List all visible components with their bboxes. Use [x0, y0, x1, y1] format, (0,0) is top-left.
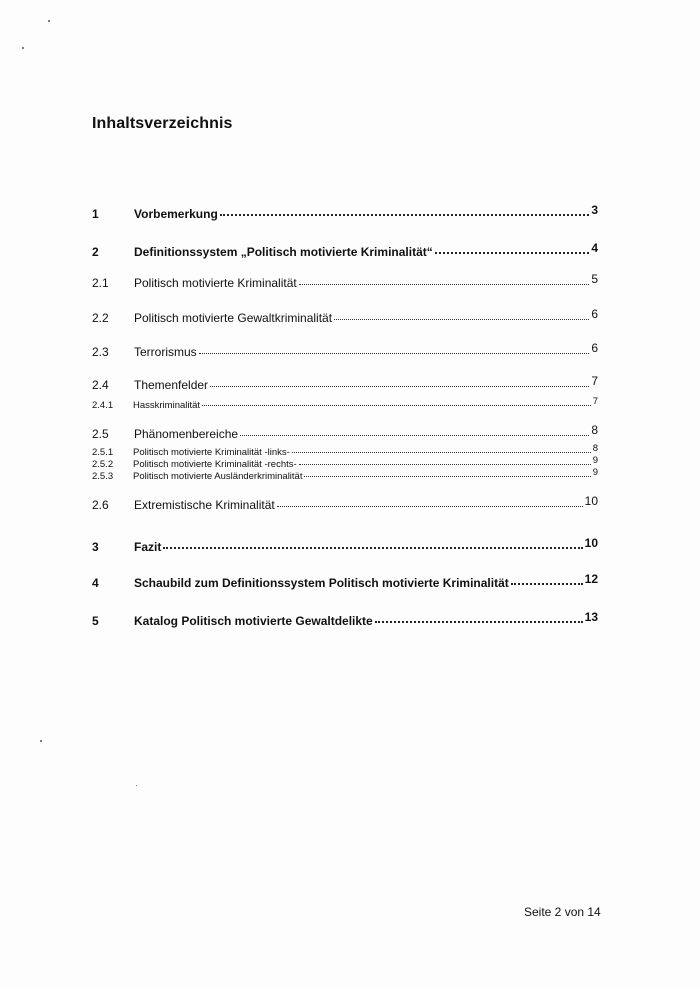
toc-entry-page: 7 — [592, 396, 598, 407]
toc-entry-2-5-1[interactable] — [92, 443, 598, 458]
toc-entry-2-4-1[interactable] — [92, 396, 598, 411]
toc-entry-text: Themenfelder — [134, 378, 209, 392]
dot-leader — [199, 352, 590, 354]
toc-entry-2-5-3[interactable] — [92, 467, 598, 482]
toc-entry-1[interactable] — [92, 203, 598, 221]
toc-entry-page: 6 — [591, 307, 598, 321]
toc-heading: Inhaltsverzeichnis — [92, 115, 233, 132]
toc-entry-number: 5 — [92, 614, 99, 628]
scan-speck — [40, 740, 42, 742]
toc-entry-page: 8 — [592, 443, 598, 454]
toc-entry-2-3[interactable] — [92, 341, 598, 359]
toc-entry-number: 1 — [92, 207, 99, 221]
scan-speck — [22, 47, 24, 49]
toc-entry-text: Politisch motivierte Kriminalität -links- — [133, 447, 290, 458]
toc-entry-2-6[interactable] — [92, 494, 598, 512]
toc-entry-page: 6 — [591, 341, 598, 355]
dot-leader — [511, 582, 583, 585]
toc-entry-2-2[interactable] — [92, 307, 598, 325]
toc-entry-text: Schaubild zum Definitionssystem Politisch motivierte Kriminalität — [134, 576, 509, 590]
toc-entry-2-5[interactable] — [92, 423, 598, 441]
toc-entry-text: Katalog Politisch motivierte Gewaltdelikte — [134, 614, 373, 628]
toc-entry-text: Politisch motivierte Kriminalität -rechts- — [133, 459, 297, 470]
toc-entry-number: 2.6 — [92, 498, 109, 512]
toc-entry-page: 7 — [591, 374, 598, 388]
toc-entry-number: 2.5.2 — [92, 459, 114, 470]
toc-entry-text: Hasskriminalität — [133, 400, 201, 411]
toc-entry-2-5-2[interactable] — [92, 455, 598, 470]
toc-entry-page: 5 — [591, 272, 598, 286]
toc-entry-number: 4 — [92, 576, 99, 590]
toc-entry-5[interactable] — [92, 610, 598, 628]
toc-entry-4[interactable] — [92, 572, 598, 590]
toc-entry-text: Definitionssystem „Politisch motivierte Kriminalität“ — [134, 245, 433, 259]
scan-speck — [136, 785, 137, 786]
toc-entry-2[interactable] — [92, 241, 598, 259]
toc-entry-page: 9 — [592, 467, 598, 478]
toc-entry-text: Extremistische Kriminalität — [134, 498, 275, 512]
dot-leader — [240, 434, 589, 436]
toc-entry-number: 2.2 — [92, 311, 109, 325]
scan-speck — [48, 20, 50, 22]
dot-leader — [202, 404, 591, 406]
toc-entry-page: 4 — [591, 241, 598, 255]
dot-leader — [220, 213, 590, 216]
dot-leader — [375, 620, 583, 623]
toc-entry-number: 2.3 — [92, 345, 109, 359]
toc-entry-text: Phänomenbereiche — [134, 427, 239, 441]
toc-entry-page: 8 — [591, 423, 598, 437]
toc-entry-2-1[interactable] — [92, 272, 598, 290]
dot-leader — [210, 385, 589, 387]
dot-leader — [163, 546, 582, 549]
toc-entry-text: Fazit — [134, 540, 162, 554]
toc-entry-text: Politisch motivierte Ausländerkriminalität — [133, 471, 303, 482]
dot-leader — [304, 475, 590, 477]
toc-entry-page: 10 — [584, 536, 598, 550]
toc-entry-page: 12 — [584, 572, 598, 586]
toc-entry-number: 2 — [92, 245, 99, 259]
dot-leader — [292, 451, 591, 453]
toc-entry-number: 2.1 — [92, 276, 109, 290]
toc-entry-3[interactable] — [92, 536, 598, 554]
toc-entry-number: 2.5 — [92, 427, 109, 441]
toc-entry-text: Vorbemerkung — [134, 207, 218, 221]
toc-entry-2-4[interactable] — [92, 374, 598, 392]
dot-leader — [435, 251, 590, 254]
toc-entry-page: 10 — [584, 494, 598, 508]
toc-entry-number: 2.5.1 — [92, 447, 114, 458]
toc-entry-page: 9 — [592, 455, 598, 466]
toc-entry-number: 3 — [92, 540, 99, 554]
toc-entry-text: Politisch motivierte Kriminalität — [134, 276, 297, 290]
dot-leader — [299, 283, 590, 285]
toc-entry-page: 13 — [584, 610, 598, 624]
dot-leader — [277, 505, 583, 507]
toc-entry-page: 3 — [591, 203, 598, 217]
toc-entry-text: Terrorismus — [134, 345, 197, 359]
toc-entry-number: 2.4 — [92, 378, 109, 392]
toc-entry-number: 2.5.3 — [92, 471, 114, 482]
toc-entry-text: Politisch motivierte Gewaltkriminalität — [134, 311, 333, 325]
dot-leader — [299, 463, 591, 465]
toc-entry-number: 2.4.1 — [92, 400, 114, 411]
page-footer: Seite 2 von 14 — [524, 905, 601, 919]
dot-leader — [334, 318, 589, 320]
